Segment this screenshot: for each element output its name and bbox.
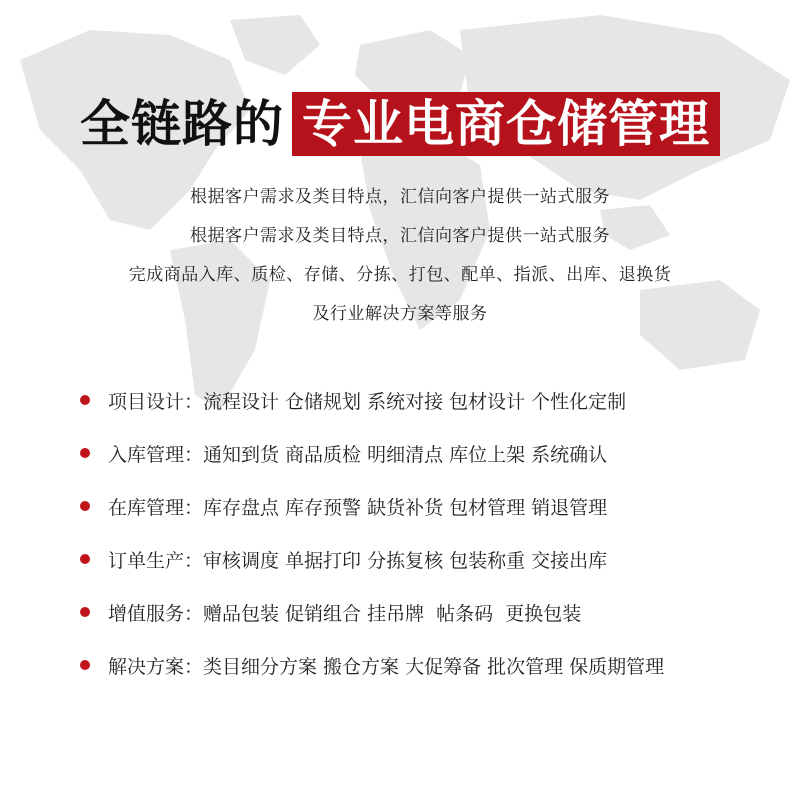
feature-label: 解决方案： [108, 655, 204, 678]
title-part-black: 全链路的 [80, 95, 284, 153]
list-item [80, 645, 664, 685]
subtitle-line-2: 根据客户需求及类目特点，汇信向客户提供一站式服务 [190, 226, 610, 246]
subtitle-line-4: 及行业解决方案等服务 [312, 304, 488, 324]
subtitle-line-3: 完成商品入库、质检、存储、分拣、打包、配单、指派、出库、退换货 [128, 265, 672, 285]
map-australia [640, 280, 760, 370]
feature-label: 入库管理： [108, 443, 204, 466]
feature-value: 审核调度 单据打印 分拣复核 包装称重 交接出库 [203, 549, 608, 572]
list-item [80, 486, 607, 526]
feature-value: 类目细分方案 搬仓方案 大促筹备 批次管理 保质期管理 [203, 655, 665, 678]
feature-label: 订单生产： [108, 549, 204, 572]
map-greenland [230, 15, 320, 75]
subtitle-line-1: 根据客户需求及类目特点，汇信向客户提供一站式服务 [190, 187, 610, 207]
bullet-dot-icon [80, 660, 90, 670]
feature-value: 库存盘点 库存预警 缺货补货 包材管理 销退管理 [203, 496, 608, 519]
bullet-dot-icon [80, 395, 90, 405]
feature-value: 流程设计 仓储规划 系统对接 包材设计 个性化定制 [203, 390, 627, 413]
title-red-banner [292, 92, 720, 156]
bullet-dot-icon [80, 501, 90, 511]
feature-label: 增值服务： [108, 602, 204, 625]
feature-value: 通知到货 商品质检 明细清点 库位上架 系统确认 [203, 443, 608, 466]
bullet-dot-icon [80, 607, 90, 617]
list-item [80, 380, 626, 420]
feature-value: 赠品包装 促销组合 挂吊牌 帖条码 更换包装 [203, 602, 582, 625]
bullet-dot-icon [80, 448, 90, 458]
feature-label: 在库管理： [108, 496, 204, 519]
bullet-dot-icon [80, 554, 90, 564]
list-item [80, 539, 607, 579]
list-item [80, 592, 581, 632]
title-part-red: 专业电商仓储管理 [302, 95, 710, 153]
main-title [0, 84, 800, 164]
list-item [80, 433, 607, 473]
feature-label: 项目设计： [108, 390, 204, 413]
